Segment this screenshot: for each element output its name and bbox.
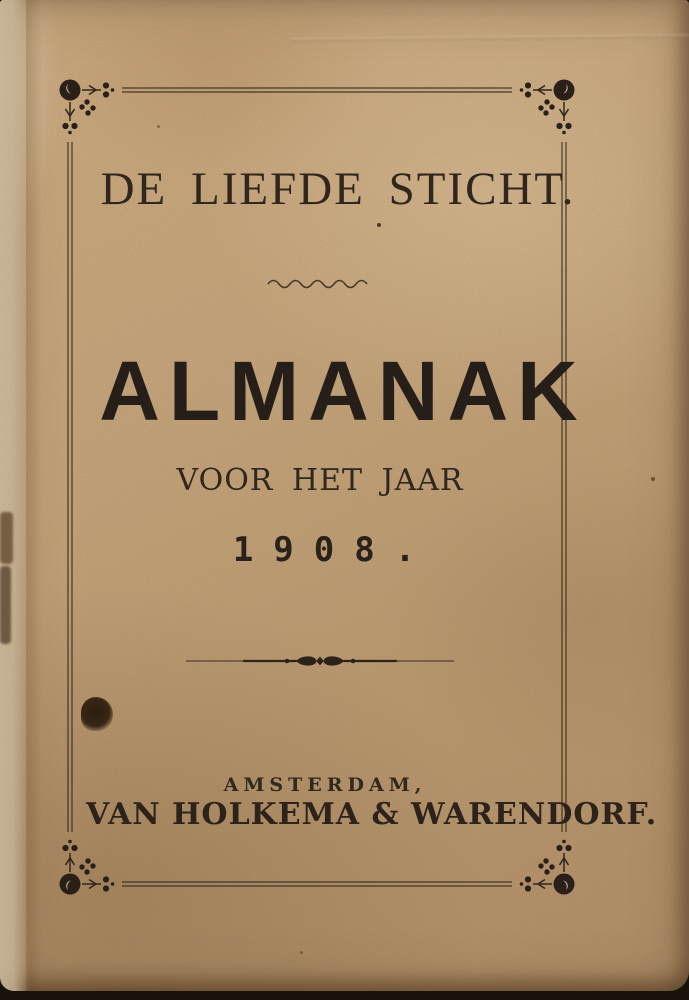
ink-stain bbox=[81, 697, 113, 731]
paper-speck bbox=[377, 223, 381, 227]
subtitle: VOOR HET JAAR bbox=[176, 463, 464, 498]
paper-speck bbox=[651, 477, 655, 481]
paper-speck bbox=[300, 951, 303, 954]
spine-wear-patch bbox=[0, 512, 13, 564]
tapered-rule-icon bbox=[186, 656, 454, 665]
paper-crease bbox=[290, 34, 689, 42]
year: 1908. bbox=[232, 530, 436, 570]
corner-ornament-bottom-right bbox=[520, 840, 575, 895]
wavy-divider-icon bbox=[268, 281, 367, 288]
spine-shadow bbox=[26, 0, 42, 991]
imprint-publisher: VAN HOLKEMA & WARENDORF. bbox=[86, 797, 658, 832]
corner-ornament-bottom-left bbox=[60, 840, 115, 895]
imprint-city: AMSTERDAM, bbox=[223, 774, 427, 796]
corner-ornament-top-right bbox=[520, 80, 575, 135]
spine-wear-patch bbox=[0, 566, 11, 644]
paper-speck bbox=[157, 125, 160, 128]
header-title: DE LIEFDE STICHT. bbox=[100, 163, 576, 215]
almanak-title: ALMANAK bbox=[99, 344, 587, 438]
corner-ornament-top-left bbox=[60, 80, 115, 135]
